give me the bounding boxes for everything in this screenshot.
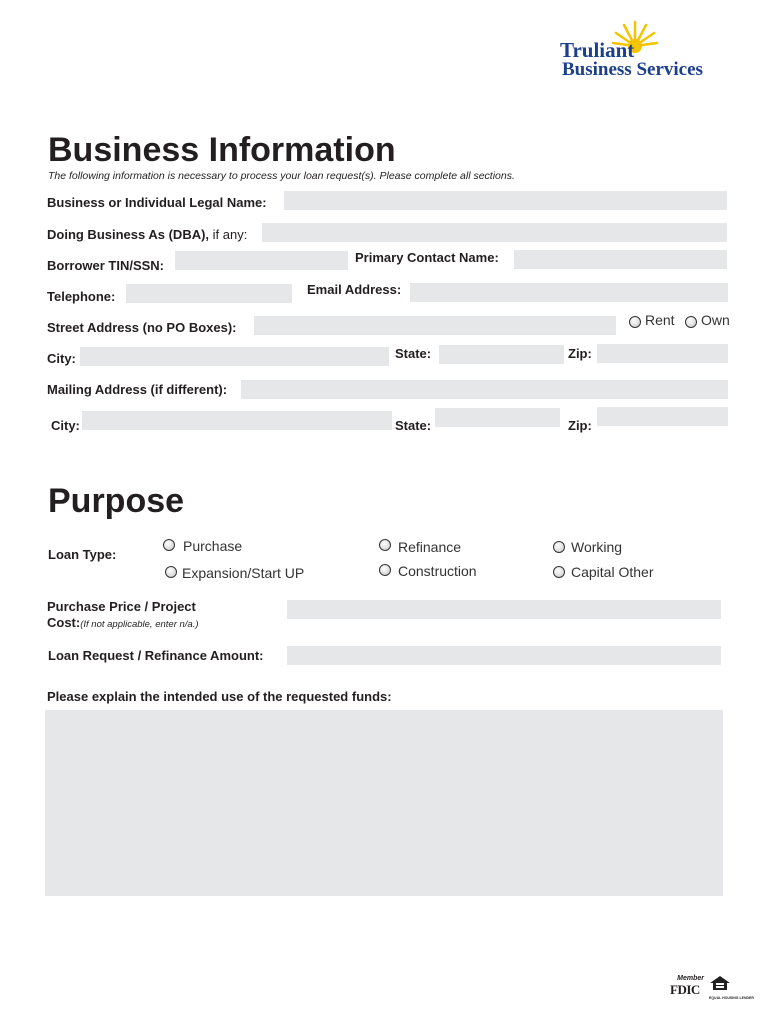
legal-name-field[interactable] [284,191,727,210]
email-label: Email Address: [307,282,402,297]
explain-label: Please explain the intended use of the requested funds: [47,689,392,704]
capital-other-option-label: Capital Other [571,564,654,580]
city-label: City: [47,351,76,366]
business-info-title: Business Information [48,131,396,169]
logo-line1: Truliant [560,38,635,62]
dba-label [47,227,247,242]
capital-other-radio[interactable] [553,566,565,578]
zip-label: Zip: [568,346,592,361]
state-label: State: [395,346,432,361]
street-field[interactable] [254,316,616,335]
mailing-zip-label: Zip: [568,418,592,433]
expansion-radio[interactable] [165,566,177,578]
tin-field[interactable] [175,251,348,270]
refinance-option-label: Refinance [398,539,462,555]
primary-contact-field[interactable] [514,250,727,269]
mailing-field[interactable] [241,380,728,399]
purchase-option-label: Purchase [183,538,243,554]
working-option-label: Working [571,539,623,555]
business-info-subtitle: The following information is necessary to process your loan request(s). Please complete all sections. [48,170,515,182]
tin-label: Borrower TIN/SSN: [47,258,165,273]
fdic-badge [670,975,704,997]
purchase-price-label-line2 [47,614,199,632]
rent-label: Rent [645,312,675,328]
rent-radio[interactable] [629,316,641,328]
purchase-price-cost-label: Cost: [47,615,81,630]
mailing-label: Mailing Address (if different): [47,382,228,397]
expansion-option-label: Expansion/Start UP [182,565,305,581]
city-field[interactable] [80,347,389,366]
telephone-field[interactable] [126,284,292,303]
construction-radio[interactable] [379,564,391,576]
purchase-radio[interactable] [163,539,175,551]
purpose-title: Purpose [48,482,185,520]
dba-label-suffix: if any: [212,227,248,242]
fdic-text: FDIC [670,982,700,997]
ehl-text: EQUAL HOUSING LENDER [709,996,754,1000]
mailing-city-field[interactable] [82,411,392,430]
equal-housing-lender-badge [709,975,754,1000]
email-field[interactable] [410,283,728,302]
own-radio[interactable] [685,316,697,328]
purchase-price-field[interactable] [287,600,721,619]
dba-field[interactable] [262,223,727,242]
working-radio[interactable] [553,541,565,553]
construction-option-label: Construction [398,563,477,579]
loan-request-field[interactable] [287,646,721,665]
loan-request-label: Loan Request / Refinance Amount: [48,648,264,663]
member-text: Member [677,975,704,982]
mailing-state-label: State: [395,418,432,433]
state-field[interactable] [439,345,564,364]
zip-field[interactable] [597,344,728,363]
equal-housing-icon [709,975,731,991]
own-label: Own [701,312,730,328]
telephone-label: Telephone: [47,289,116,304]
legal-name-label: Business or Individual Legal Name: [47,195,267,210]
logo-line2: Business Services [562,59,703,80]
mailing-city-label: City: [51,418,80,433]
refinance-radio[interactable] [379,539,391,551]
loan-type-label: Loan Type: [48,547,117,562]
purchase-price-note: (If not applicable, enter n/a.) [80,619,199,630]
mailing-state-field[interactable] [435,408,560,427]
primary-contact-label: Primary Contact Name: [355,250,499,265]
mailing-zip-field[interactable] [597,407,728,426]
dba-label-text: Doing Business As (DBA), [47,227,210,242]
street-label: Street Address (no PO Boxes): [47,320,237,335]
explain-textarea[interactable] [45,710,723,896]
purchase-price-label-line1: Purchase Price / Project [47,599,196,614]
